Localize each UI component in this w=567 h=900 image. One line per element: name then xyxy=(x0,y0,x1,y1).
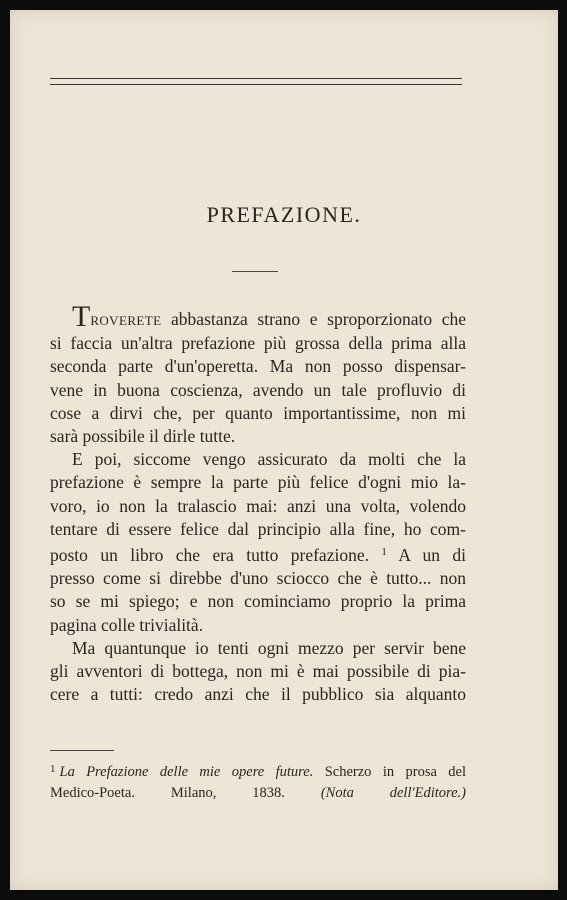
text-line: seconda parte d'un'operetta. Ma non posso dispensar- xyxy=(50,356,466,377)
text-segment: A un di xyxy=(398,545,467,566)
text-line: voro, io non la tralascio mai: anzi una volta, volendo xyxy=(50,495,466,516)
text-line: tentare di essere felice dal principio alla fine, ho com- xyxy=(50,518,466,539)
editor-note: (Nota dell'Editore.) xyxy=(320,785,466,801)
footnote-title: La Prefazione delle mie opere future. xyxy=(59,764,314,780)
footnote xyxy=(50,759,466,804)
text-segment: posto un libro che era tutto prefazione. xyxy=(50,545,369,566)
text-segment: abbastanza strano e sproporzionato che xyxy=(171,309,466,329)
drop-cap: T xyxy=(72,300,91,333)
text-line: si faccia un'altra prefazione più grossa della prima alla xyxy=(50,333,466,354)
book-page xyxy=(10,10,558,890)
text-line: cere a tutti: credo anzi che il pubblico sia alquanto xyxy=(50,684,466,705)
text-line: presso come si direbbe d'uno sciocco che è tutto... non xyxy=(50,568,466,589)
footnote-line xyxy=(50,783,466,804)
text-line: so se mi spiego; e non cominciamo proprio la prima xyxy=(50,591,466,612)
text-line xyxy=(50,541,466,567)
text-line: vene in buona coscienza, avendo un tale profluvio di xyxy=(50,379,466,400)
text-line xyxy=(50,300,466,333)
text-line: pagina colle trivialità. xyxy=(50,614,204,635)
small-caps-word: ROVERETE xyxy=(90,313,162,328)
text-line: Ma quantunque io tenti ogni mezzo per servir bene xyxy=(72,637,466,658)
text-line: prefazione è sempre la parte più felice d'ogni mio la- xyxy=(50,472,466,493)
text-line: gli avventori di bottega, non mi è mai possibile di pia- xyxy=(50,661,466,682)
title-ornament-rule xyxy=(232,271,278,272)
footnote-separator xyxy=(50,750,114,751)
text-line: cose a dirvi che, per quanto importantissime, non mi xyxy=(50,402,466,423)
footnote-mark: 1 xyxy=(50,763,56,775)
footnote-reference[interactable]: 1 xyxy=(381,546,387,559)
body-text xyxy=(50,300,467,706)
text-line: E poi, siccome vengo assicurato da molti che la xyxy=(72,449,466,470)
page-title: PREFAZIONE. xyxy=(206,202,362,227)
footnote-line xyxy=(50,759,466,783)
text-segment: Medico-Poeta. Milano, 1838. xyxy=(50,785,285,801)
text-segment: Scherzo in prosa del xyxy=(324,764,466,780)
header-double-rule xyxy=(50,78,462,85)
text-line: sarà possibile il dirle tutte. xyxy=(50,426,236,447)
